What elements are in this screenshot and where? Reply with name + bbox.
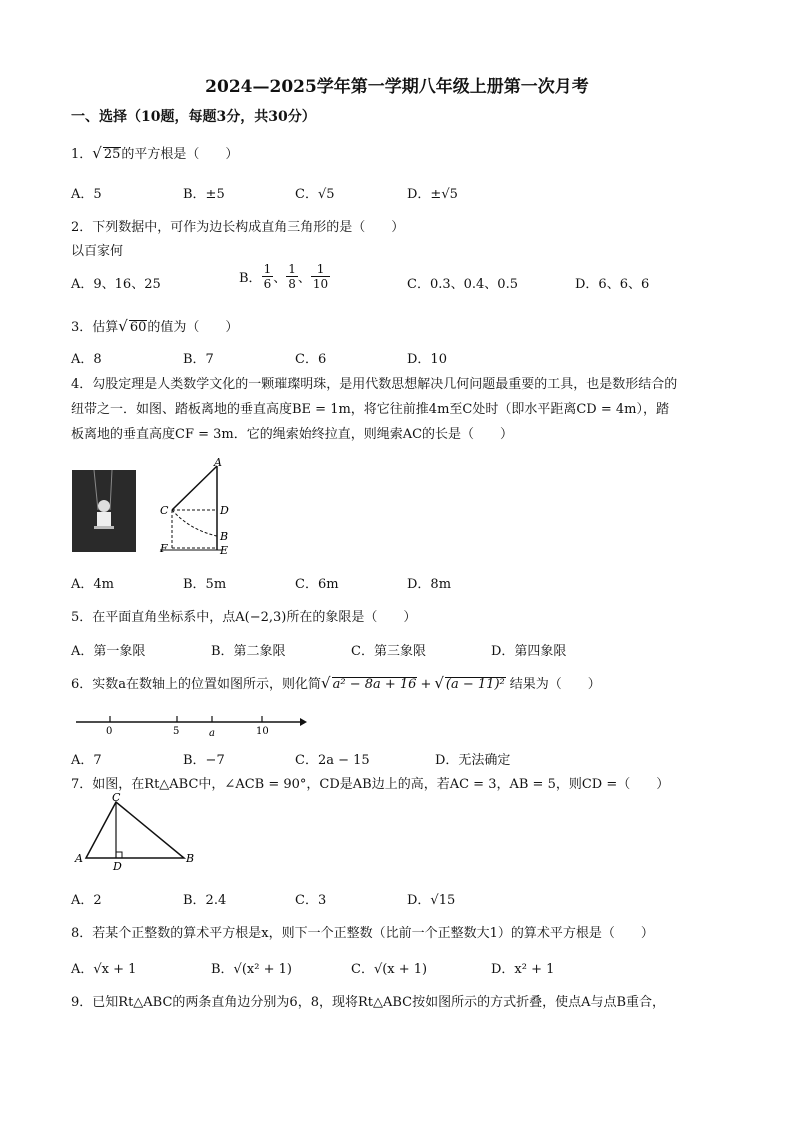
- question-text: 估算: [92, 320, 119, 335]
- option-d: D．6、6、6: [575, 277, 650, 292]
- option-a: A．8: [71, 352, 102, 367]
- question-text: 已知Rt△ABC的两条直角边分别为6，8，现将Rt△ABC按如图所示的方式折叠，使点A与点B重合，: [92, 995, 666, 1010]
- question-text: 勾股定理是人类数学文化的一颗璀璨明珠，是用代数思想解决几何问题最重要的工具，也是数形结合的: [92, 377, 678, 392]
- point-a: a: [209, 728, 215, 739]
- question-9: [71, 991, 665, 1010]
- question-text: 实数a在数轴上的位置如图所示，则化简: [92, 677, 322, 692]
- option-a: A．5: [71, 187, 102, 202]
- question-number: 3．: [71, 320, 93, 335]
- label-b: B: [220, 530, 229, 543]
- tick-10: 10: [256, 726, 269, 737]
- option-c: C．6: [295, 352, 327, 367]
- swing-figure: [140, 458, 240, 563]
- tick-0: 0: [106, 726, 113, 737]
- option-d: D．±√5: [407, 187, 458, 202]
- label-c: C: [160, 504, 169, 517]
- option-d: D．无法确定: [435, 753, 511, 768]
- option-c: C．√5: [295, 187, 335, 202]
- question-number: 7．: [71, 777, 93, 792]
- option-a: A．2: [71, 893, 102, 908]
- question-text: 结果为（ ）: [509, 677, 601, 692]
- option-a: A．第一象限: [71, 644, 146, 659]
- question-text: 的值为（ ）: [147, 320, 239, 335]
- question-text: 下列数据中，可作为边长构成直角三角形的是（ ）: [92, 220, 405, 235]
- option-c: C．第三象限: [351, 644, 426, 659]
- question-number: 6．: [71, 677, 93, 692]
- question-number: 1．: [71, 147, 93, 162]
- question-text: 如图，在Rt△ABC中，∠ACB = 90°，CD是AB边上的高，若AC = 3，AB = 5，则CD =（ ）: [92, 777, 670, 792]
- option-b: B．2.4: [183, 893, 227, 908]
- tick-5: 5: [173, 726, 180, 737]
- option-d: D．√15: [407, 893, 456, 908]
- option-b: B．7: [183, 352, 214, 367]
- question-1: 1．√ 25的平方根是（ ）: [71, 144, 239, 162]
- label-e: E: [220, 544, 229, 557]
- option-b: B．−7: [183, 753, 225, 768]
- question-2-extra: 以百家何: [71, 244, 124, 259]
- option-c: C．0.3、0.4、0.5: [407, 277, 518, 292]
- label-c: C: [112, 792, 121, 804]
- number-line: [76, 706, 308, 740]
- question-8: [71, 922, 654, 941]
- option-d: D．第四象限: [491, 644, 567, 659]
- option-c: C．6m: [295, 577, 339, 592]
- question-number: 9．: [71, 995, 93, 1010]
- label-b: B: [186, 852, 195, 865]
- option-c: C．3: [295, 893, 327, 908]
- option-c: C．√(x + 1): [351, 962, 428, 977]
- option-b: B．第二象限: [211, 644, 286, 659]
- option-a: A．7: [71, 753, 102, 768]
- question-number: 8．: [71, 926, 93, 941]
- page-title: 2024—2025学年第一学期八年级上册第一次月考: [205, 77, 589, 97]
- label-f: F: [160, 542, 168, 555]
- option-a: A．√x + 1: [71, 962, 137, 977]
- question-5: [71, 606, 416, 625]
- label-a: A: [214, 458, 222, 469]
- question-number: 2．: [71, 220, 93, 235]
- question-text: 在平面直角坐标系中，点A(−2,3)所在的象限是（ ）: [92, 610, 417, 625]
- option-b: B．5m: [183, 577, 227, 592]
- swing-photo: [72, 470, 136, 552]
- question-text: 若某个正整数的算术平方根是x，则下一个正整数（比前一个正整数大1）的算术平方根是（ ）: [92, 926, 654, 941]
- question-6: 6．实数a在数轴上的位置如图所示，则化简√ a² − 8a + 16 + √ (a − 11)² 结果为（ ）: [71, 674, 601, 692]
- fraction: $\frac{1}{6}$: [263, 262, 272, 291]
- radicand: a² − 8a + 16: [332, 677, 417, 692]
- triangle-figure: [72, 792, 202, 870]
- option-c: C．2a − 15: [295, 753, 370, 768]
- option-a: A．4m: [71, 577, 114, 592]
- label-d: D: [113, 860, 122, 870]
- question-7: [71, 773, 669, 792]
- question-4: [71, 373, 677, 392]
- option-b: B．√(x² + 1): [211, 962, 292, 977]
- radicand: 60: [129, 320, 147, 335]
- section-heading: 一、选择（10题，每题3分，共30分）: [71, 109, 316, 125]
- question-4-line-3: 板离地的垂直高度CF = 3m．它的绳索始终拉直，则绳索AC的长是（ ）: [71, 427, 514, 442]
- question-number: 4．: [71, 377, 93, 392]
- option-d: D．x² + 1: [491, 962, 555, 977]
- radicand: 25: [103, 147, 121, 162]
- fraction: $\frac{1}{10}$: [312, 262, 329, 291]
- option-b: B．±5: [183, 187, 225, 202]
- option-d: D．10: [407, 352, 447, 367]
- question-4-line-2: 纽带之一．如图、踏板离地的垂直高度BE = 1m，将它往前推4m至C处时（即水平距离CD = 4m），踏: [71, 402, 669, 417]
- option-b-label: B．: [239, 271, 262, 286]
- label-d: D: [220, 504, 229, 517]
- question-number: 5．: [71, 610, 93, 625]
- option-d: D．8m: [407, 577, 452, 592]
- radicand: (a − 11)²: [445, 677, 505, 692]
- option-b: B． $\frac{1}{6}$ 、 $\frac{1}{8}$ 、 $\frac{1}{10}$: [239, 262, 329, 291]
- fraction: $\frac{1}{8}$: [288, 262, 296, 291]
- question-2: [71, 216, 404, 235]
- label-a: A: [75, 852, 83, 865]
- question-text: 的平方根是（ ）: [121, 147, 239, 162]
- option-a: A．9、16、25: [71, 277, 161, 292]
- question-3: 3．估算√ 60的值为（ ）: [71, 317, 239, 335]
